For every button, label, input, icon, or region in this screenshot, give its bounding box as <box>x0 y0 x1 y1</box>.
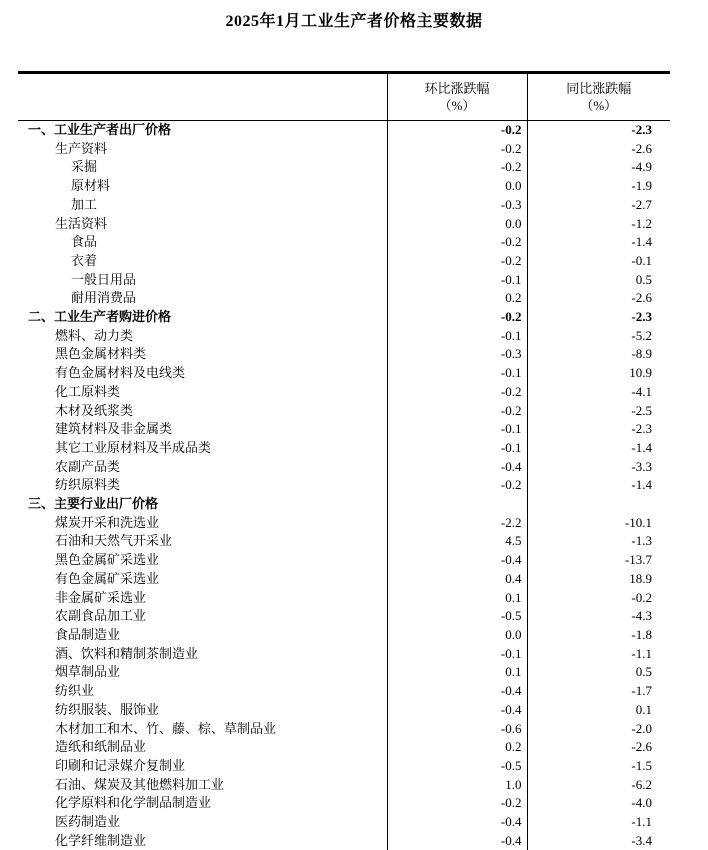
yoy-value: -1.2 <box>527 215 670 234</box>
row-label: 煤炭开采和洗选业 <box>18 514 387 533</box>
mom-value: -2.2 <box>387 514 527 533</box>
col-header-mom-line1: 环比涨跌幅 <box>388 80 527 97</box>
mom-value: 0.0 <box>387 626 527 645</box>
row-label: 石油、煤炭及其他燃料加工业 <box>18 776 387 795</box>
row-label: 黑色金属材料类 <box>18 345 387 364</box>
mom-value: -0.5 <box>387 607 527 626</box>
row-label: 化工原料类 <box>18 383 387 402</box>
table-body <box>18 121 670 850</box>
table-row <box>18 196 670 215</box>
yoy-value: -2.6 <box>527 738 670 757</box>
row-label: 纺织服装、服饰业 <box>18 701 387 720</box>
row-label: 燃料、动力类 <box>18 327 387 346</box>
yoy-value: -4.9 <box>527 158 670 177</box>
yoy-value: -4.0 <box>527 794 670 813</box>
mom-value: -0.6 <box>387 720 527 739</box>
row-label: 其它工业原材料及半成品类 <box>18 439 387 458</box>
table-row <box>18 532 670 551</box>
mom-value: -0.3 <box>387 196 527 215</box>
mom-value: -0.2 <box>387 476 527 495</box>
yoy-value: 0.5 <box>527 271 670 290</box>
yoy-value: -4.3 <box>527 607 670 626</box>
yoy-value: -8.9 <box>527 345 670 364</box>
mom-value: 4.5 <box>387 532 527 551</box>
table-row <box>18 345 670 364</box>
mom-value: -0.2 <box>387 158 527 177</box>
mom-value: -0.1 <box>387 439 527 458</box>
row-label: 化学原料和化学制品制造业 <box>18 794 387 813</box>
yoy-value: -2.7 <box>527 196 670 215</box>
row-label: 食品 <box>18 233 387 252</box>
mom-value: -0.4 <box>387 458 527 477</box>
table-row <box>18 589 670 608</box>
mom-value: 0.0 <box>387 177 527 196</box>
table-row <box>18 738 670 757</box>
row-label: 化学纤维制造业 <box>18 832 387 850</box>
table-row <box>18 607 670 626</box>
row-label: 非金属矿采选业 <box>18 589 387 608</box>
mom-value: 0.4 <box>387 570 527 589</box>
table-row <box>18 813 670 832</box>
mom-value: 0.1 <box>387 663 527 682</box>
yoy-value: -5.2 <box>527 327 670 346</box>
table-row <box>18 832 670 850</box>
table-row <box>18 794 670 813</box>
row-label: 黑色金属矿采选业 <box>18 551 387 570</box>
row-label: 衣着 <box>18 252 387 271</box>
table-row <box>18 364 670 383</box>
mom-value: -0.4 <box>387 701 527 720</box>
row-label: 纺织原料类 <box>18 476 387 495</box>
yoy-value: -1.8 <box>527 626 670 645</box>
table-row <box>18 645 670 664</box>
col-header-yoy <box>527 73 670 121</box>
yoy-value: -1.3 <box>527 532 670 551</box>
yoy-value: -3.3 <box>527 458 670 477</box>
mom-value: 1.0 <box>387 776 527 795</box>
row-label: 烟草制品业 <box>18 663 387 682</box>
yoy-value: -1.5 <box>527 757 670 776</box>
row-label: 二、工业生产者购进价格 <box>18 308 387 327</box>
table-row <box>18 289 670 308</box>
mom-value: -0.2 <box>387 252 527 271</box>
yoy-value: -6.2 <box>527 776 670 795</box>
mom-value: -0.4 <box>387 813 527 832</box>
table-row <box>18 458 670 477</box>
yoy-value: 18.9 <box>527 570 670 589</box>
row-label: 酒、饮料和精制茶制造业 <box>18 645 387 664</box>
table-row <box>18 551 670 570</box>
table-row <box>18 308 670 327</box>
row-label: 建筑材料及非金属类 <box>18 420 387 439</box>
mom-value: -0.4 <box>387 832 527 850</box>
table-row <box>18 626 670 645</box>
table-row <box>18 327 670 346</box>
yoy-value: -2.6 <box>527 140 670 159</box>
table-row <box>18 495 670 514</box>
col-header-yoy-line2: （%） <box>528 97 671 114</box>
table-row <box>18 701 670 720</box>
table-row <box>18 140 670 159</box>
row-label: 加工 <box>18 196 387 215</box>
yoy-value: 0.5 <box>527 663 670 682</box>
yoy-value: -2.3 <box>527 420 670 439</box>
row-label: 农副食品加工业 <box>18 607 387 626</box>
mom-value: -0.2 <box>387 233 527 252</box>
yoy-value: -0.1 <box>527 252 670 271</box>
mom-value <box>387 495 527 514</box>
mom-value: -0.4 <box>387 551 527 570</box>
mom-value: -0.5 <box>387 757 527 776</box>
mom-value: -0.3 <box>387 345 527 364</box>
table-row <box>18 663 670 682</box>
table-row <box>18 233 670 252</box>
price-data-table <box>18 71 670 850</box>
yoy-value: -1.1 <box>527 645 670 664</box>
yoy-value: -2.0 <box>527 720 670 739</box>
mom-value: -0.2 <box>387 383 527 402</box>
row-label: 生活资料 <box>18 215 387 234</box>
yoy-value: -2.3 <box>527 308 670 327</box>
yoy-value: -10.1 <box>527 514 670 533</box>
col-header-mom <box>387 73 527 121</box>
yoy-value: -1.4 <box>527 476 670 495</box>
page-title: 2025年1月工业生产者价格主要数据 <box>0 8 708 31</box>
row-label: 木材加工和木、竹、藤、棕、草制品业 <box>18 720 387 739</box>
table-row <box>18 177 670 196</box>
mom-value: 0.1 <box>387 589 527 608</box>
row-label: 有色金属材料及电线类 <box>18 364 387 383</box>
yoy-value: -1.7 <box>527 682 670 701</box>
mom-value: -0.2 <box>387 308 527 327</box>
table-row <box>18 439 670 458</box>
yoy-value: -13.7 <box>527 551 670 570</box>
table-row <box>18 402 670 421</box>
table-row <box>18 757 670 776</box>
yoy-value: 10.9 <box>527 364 670 383</box>
mom-value: -0.1 <box>387 420 527 439</box>
mom-value: 0.2 <box>387 738 527 757</box>
mom-value: -0.1 <box>387 364 527 383</box>
yoy-value: -4.1 <box>527 383 670 402</box>
table-row <box>18 776 670 795</box>
table-row <box>18 682 670 701</box>
row-label: 印刷和记录媒介复制业 <box>18 757 387 776</box>
col-header-yoy-line1: 同比涨跌幅 <box>528 80 671 97</box>
row-label: 纺织业 <box>18 682 387 701</box>
table-row <box>18 570 670 589</box>
yoy-value: -1.4 <box>527 439 670 458</box>
table-row <box>18 121 670 140</box>
yoy-value: -1.1 <box>527 813 670 832</box>
table-row <box>18 420 670 439</box>
mom-value: 0.0 <box>387 215 527 234</box>
row-label: 农副产品类 <box>18 458 387 477</box>
col-header-mom-line2: （%） <box>388 97 527 114</box>
row-label: 耐用消费品 <box>18 289 387 308</box>
mom-value: -0.1 <box>387 327 527 346</box>
mom-value: -0.2 <box>387 794 527 813</box>
yoy-value: -3.4 <box>527 832 670 850</box>
table-row <box>18 252 670 271</box>
mom-value: -0.2 <box>387 402 527 421</box>
row-label: 生产资料 <box>18 140 387 159</box>
yoy-value: 0.1 <box>527 701 670 720</box>
mom-value: -0.2 <box>387 140 527 159</box>
yoy-value: -2.6 <box>527 289 670 308</box>
mom-value: -0.1 <box>387 271 527 290</box>
row-label: 石油和天然气开采业 <box>18 532 387 551</box>
yoy-value: -1.9 <box>527 177 670 196</box>
table-row <box>18 476 670 495</box>
yoy-value: -1.4 <box>527 233 670 252</box>
table-row <box>18 215 670 234</box>
mom-value: -0.1 <box>387 645 527 664</box>
yoy-value: -0.2 <box>527 589 670 608</box>
yoy-value: -2.3 <box>527 121 670 140</box>
row-label: 有色金属矿采选业 <box>18 570 387 589</box>
mom-value: 0.2 <box>387 289 527 308</box>
row-label: 木材及纸浆类 <box>18 402 387 421</box>
table-row <box>18 383 670 402</box>
mom-value: -0.2 <box>387 121 527 140</box>
row-label: 医药制造业 <box>18 813 387 832</box>
yoy-value: -2.5 <box>527 402 670 421</box>
row-label: 一、工业生产者出厂价格 <box>18 121 387 140</box>
row-label: 采掘 <box>18 158 387 177</box>
table-row <box>18 158 670 177</box>
row-label: 一般日用品 <box>18 271 387 290</box>
row-label: 三、主要行业出厂价格 <box>18 495 387 514</box>
table-row <box>18 720 670 739</box>
row-label: 造纸和纸制品业 <box>18 738 387 757</box>
mom-value: -0.4 <box>387 682 527 701</box>
yoy-value <box>527 495 670 514</box>
header-row <box>18 73 670 121</box>
row-label: 原材料 <box>18 177 387 196</box>
table-row <box>18 271 670 290</box>
table-row <box>18 514 670 533</box>
header-empty-cell <box>18 73 387 121</box>
row-label: 食品制造业 <box>18 626 387 645</box>
